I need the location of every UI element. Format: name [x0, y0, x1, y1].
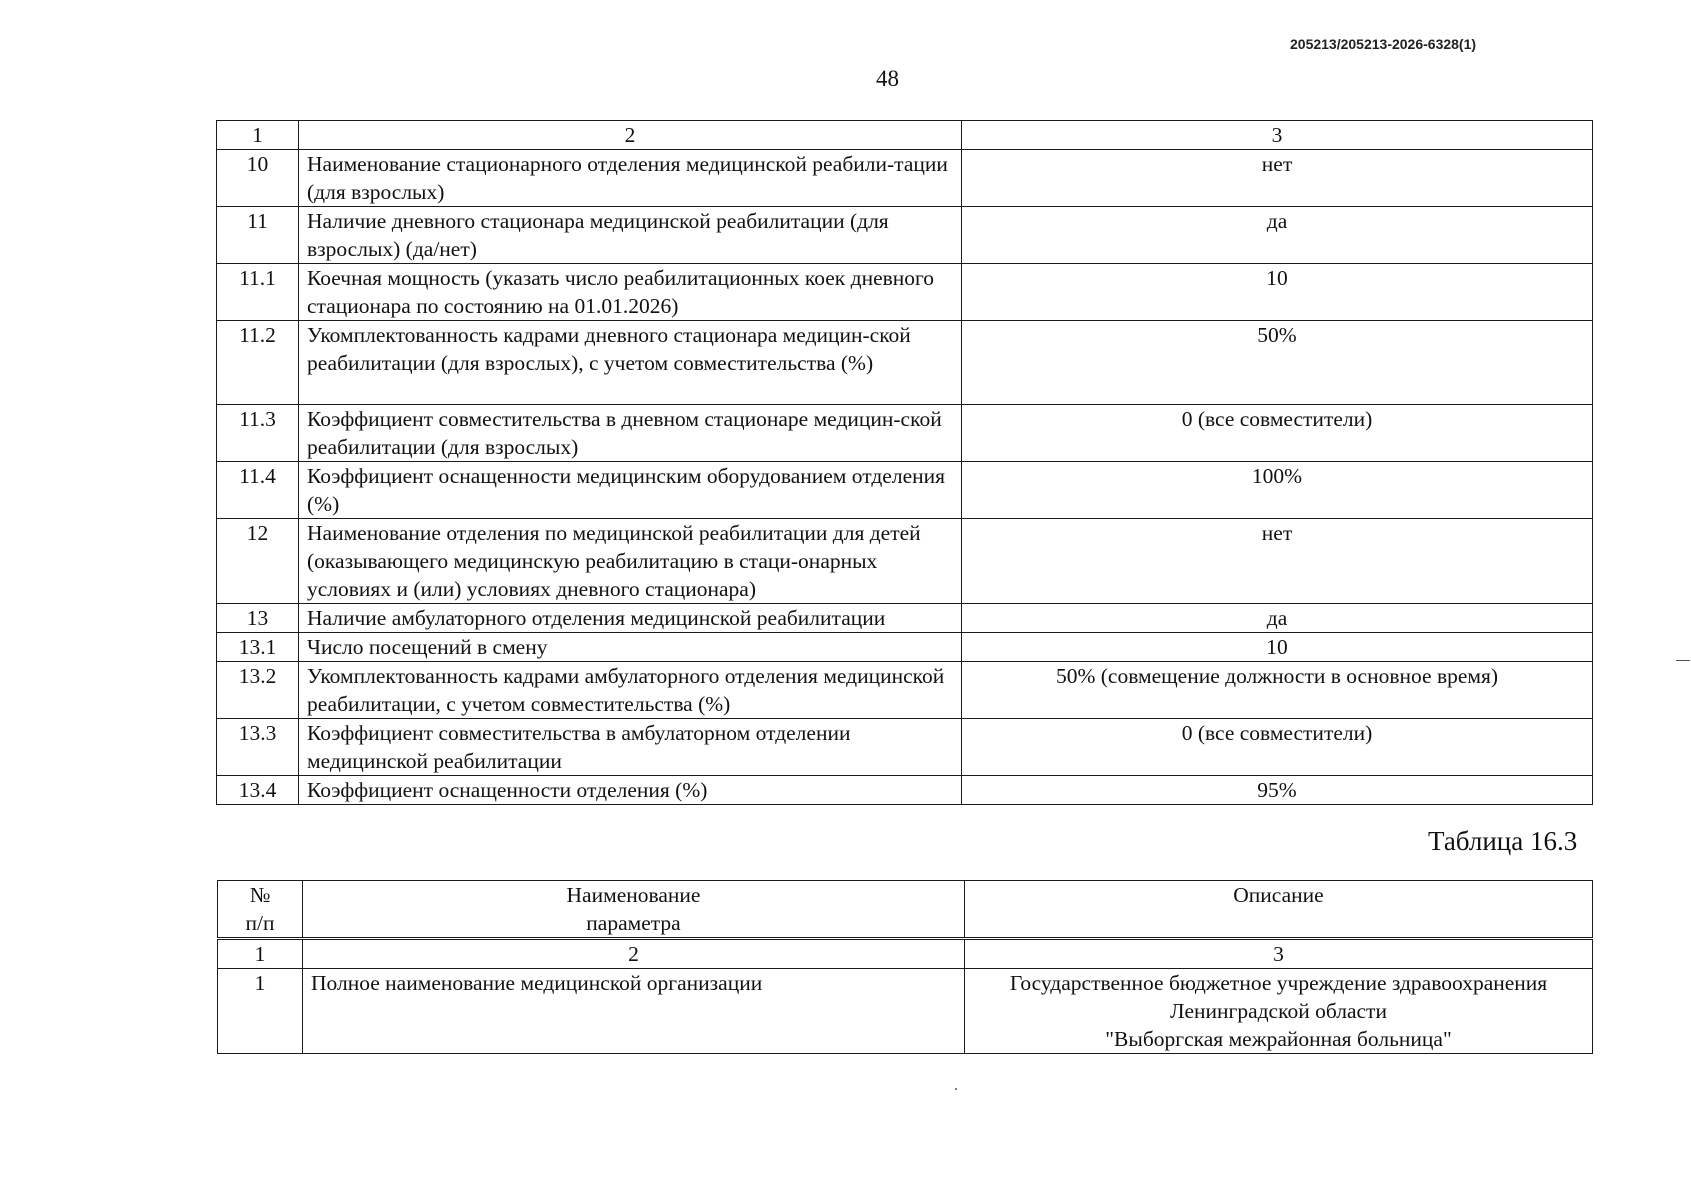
row-number: 10: [217, 150, 299, 207]
parameter-value: да: [962, 604, 1593, 633]
name-column-header: [303, 881, 965, 939]
row-number: 13.2: [217, 662, 299, 719]
parameter-name: Коэффициент совместительства в дневном стационаре медицин-ской реабилитации (для взрослых): [299, 405, 962, 462]
table-row: [217, 719, 1593, 776]
parameter-name: Укомплектованность кадрами дневного стационара медицин-ской реабилитации (для взрослых), с учетом совместительства (%): [299, 321, 962, 405]
table-row: [217, 633, 1593, 662]
organization-parameters-table: [217, 880, 1593, 1054]
parameter-value: 0 (все совместители): [962, 719, 1593, 776]
parameter-name: Коэффициент оснащенности отделения (%): [299, 776, 962, 805]
parameter-name: Коечная мощность (указать число реабилитационных коек дневного стационара по состоянию на 01.01.2026): [299, 264, 962, 321]
parameter-value: да: [962, 207, 1593, 264]
table-row: [217, 519, 1593, 604]
table-row: [217, 150, 1593, 207]
parameter-value: 10: [962, 264, 1593, 321]
parameter-value: нет: [962, 150, 1593, 207]
parameter-name: Наименование отделения по медицинской реабилитации для детей (оказывающего медицинскую реабилитацию в стаци-онарных условиях и (или) условиях дневного стационара): [299, 519, 962, 604]
row-number: 1: [218, 969, 303, 1054]
column-number-2: 2: [299, 121, 962, 150]
parameter-value: 100%: [962, 462, 1593, 519]
row-number: 13: [217, 604, 299, 633]
parameter-name: Укомплектованность кадрами амбулаторного отделения медицинской реабилитации, с учетом совместительства (%): [299, 662, 962, 719]
parameter-name: Коэффициент оснащенности медицинским оборудованием отделения (%): [299, 462, 962, 519]
parameter-name: Наименование стационарного отделения медицинской реабили-тации (для взрослых): [299, 150, 962, 207]
row-number: 11: [217, 207, 299, 264]
table-row: [218, 969, 1593, 1054]
document-registration-code: 205213/205213-2026-6328(1): [1290, 36, 1477, 52]
table-row: [217, 321, 1593, 405]
row-number: 11.4: [217, 462, 299, 519]
scan-speck: [1676, 660, 1690, 661]
row-number: 11.2: [217, 321, 299, 405]
table-row: [217, 405, 1593, 462]
organization-name-line2: Ленинградской области: [1170, 999, 1387, 1023]
rehabilitation-parameters-table: [216, 120, 1593, 805]
parameter-value: 50%: [962, 321, 1593, 405]
row-number: 13.3: [217, 719, 299, 776]
parameter-value: 50% (совмещение должности в основное время): [962, 662, 1593, 719]
table-row: [217, 604, 1593, 633]
row-number: 11.3: [217, 405, 299, 462]
parameter-name: Коэффициент совместительства в амбулаторном отделении медицинской реабилитации: [299, 719, 962, 776]
table-row: [217, 462, 1593, 519]
table-row: [217, 776, 1593, 805]
row-number: 13.4: [217, 776, 299, 805]
table-header-row: [218, 881, 1593, 939]
column-number-1: 1: [217, 121, 299, 150]
row-number: 11.1: [217, 264, 299, 321]
parameter-name: Число посещений в смену: [299, 633, 962, 662]
row-number: 12: [217, 519, 299, 604]
parameter-name: Наличие дневного стационара медицинской реабилитации (для взрослых) (да/нет): [299, 207, 962, 264]
column-number-3: 3: [962, 121, 1593, 150]
parameter-value: 95%: [962, 776, 1593, 805]
table-row: [217, 662, 1593, 719]
column-number-2: 2: [303, 939, 965, 969]
parameter-value: нет: [962, 519, 1593, 604]
table-caption: Таблица 16.3: [1428, 826, 1578, 856]
name-header-line1: Наименование: [566, 883, 701, 907]
table-row: [217, 264, 1593, 321]
parameter-value: [965, 969, 1593, 1054]
column-number-1: 1: [218, 939, 303, 969]
table-header-numbering-row: [218, 939, 1593, 969]
number-column-header: [218, 881, 303, 939]
number-header-line2: п/п: [245, 911, 275, 935]
organization-name-line1: Государственное бюджетное учреждение здравоохранения: [1009, 971, 1548, 995]
parameter-value: 0 (все совместители): [962, 405, 1593, 462]
table-header-numbering-row: [217, 121, 1593, 150]
name-header-line2: параметра: [586, 911, 681, 935]
scan-speck: [955, 1088, 957, 1090]
table-row: [217, 207, 1593, 264]
description-column-header: Описание: [965, 881, 1593, 939]
column-number-3: 3: [965, 939, 1593, 969]
organization-name-line3: "Выборгская межрайонная больница": [1105, 1027, 1452, 1051]
parameter-name: Наличие амбулаторного отделения медицинской реабилитации: [299, 604, 962, 633]
parameter-value: 10: [962, 633, 1593, 662]
page-number: 48: [876, 66, 899, 91]
number-header-line1: №: [249, 883, 271, 907]
row-number: 13.1: [217, 633, 299, 662]
parameter-name: Полное наименование медицинской организации: [303, 969, 965, 1054]
